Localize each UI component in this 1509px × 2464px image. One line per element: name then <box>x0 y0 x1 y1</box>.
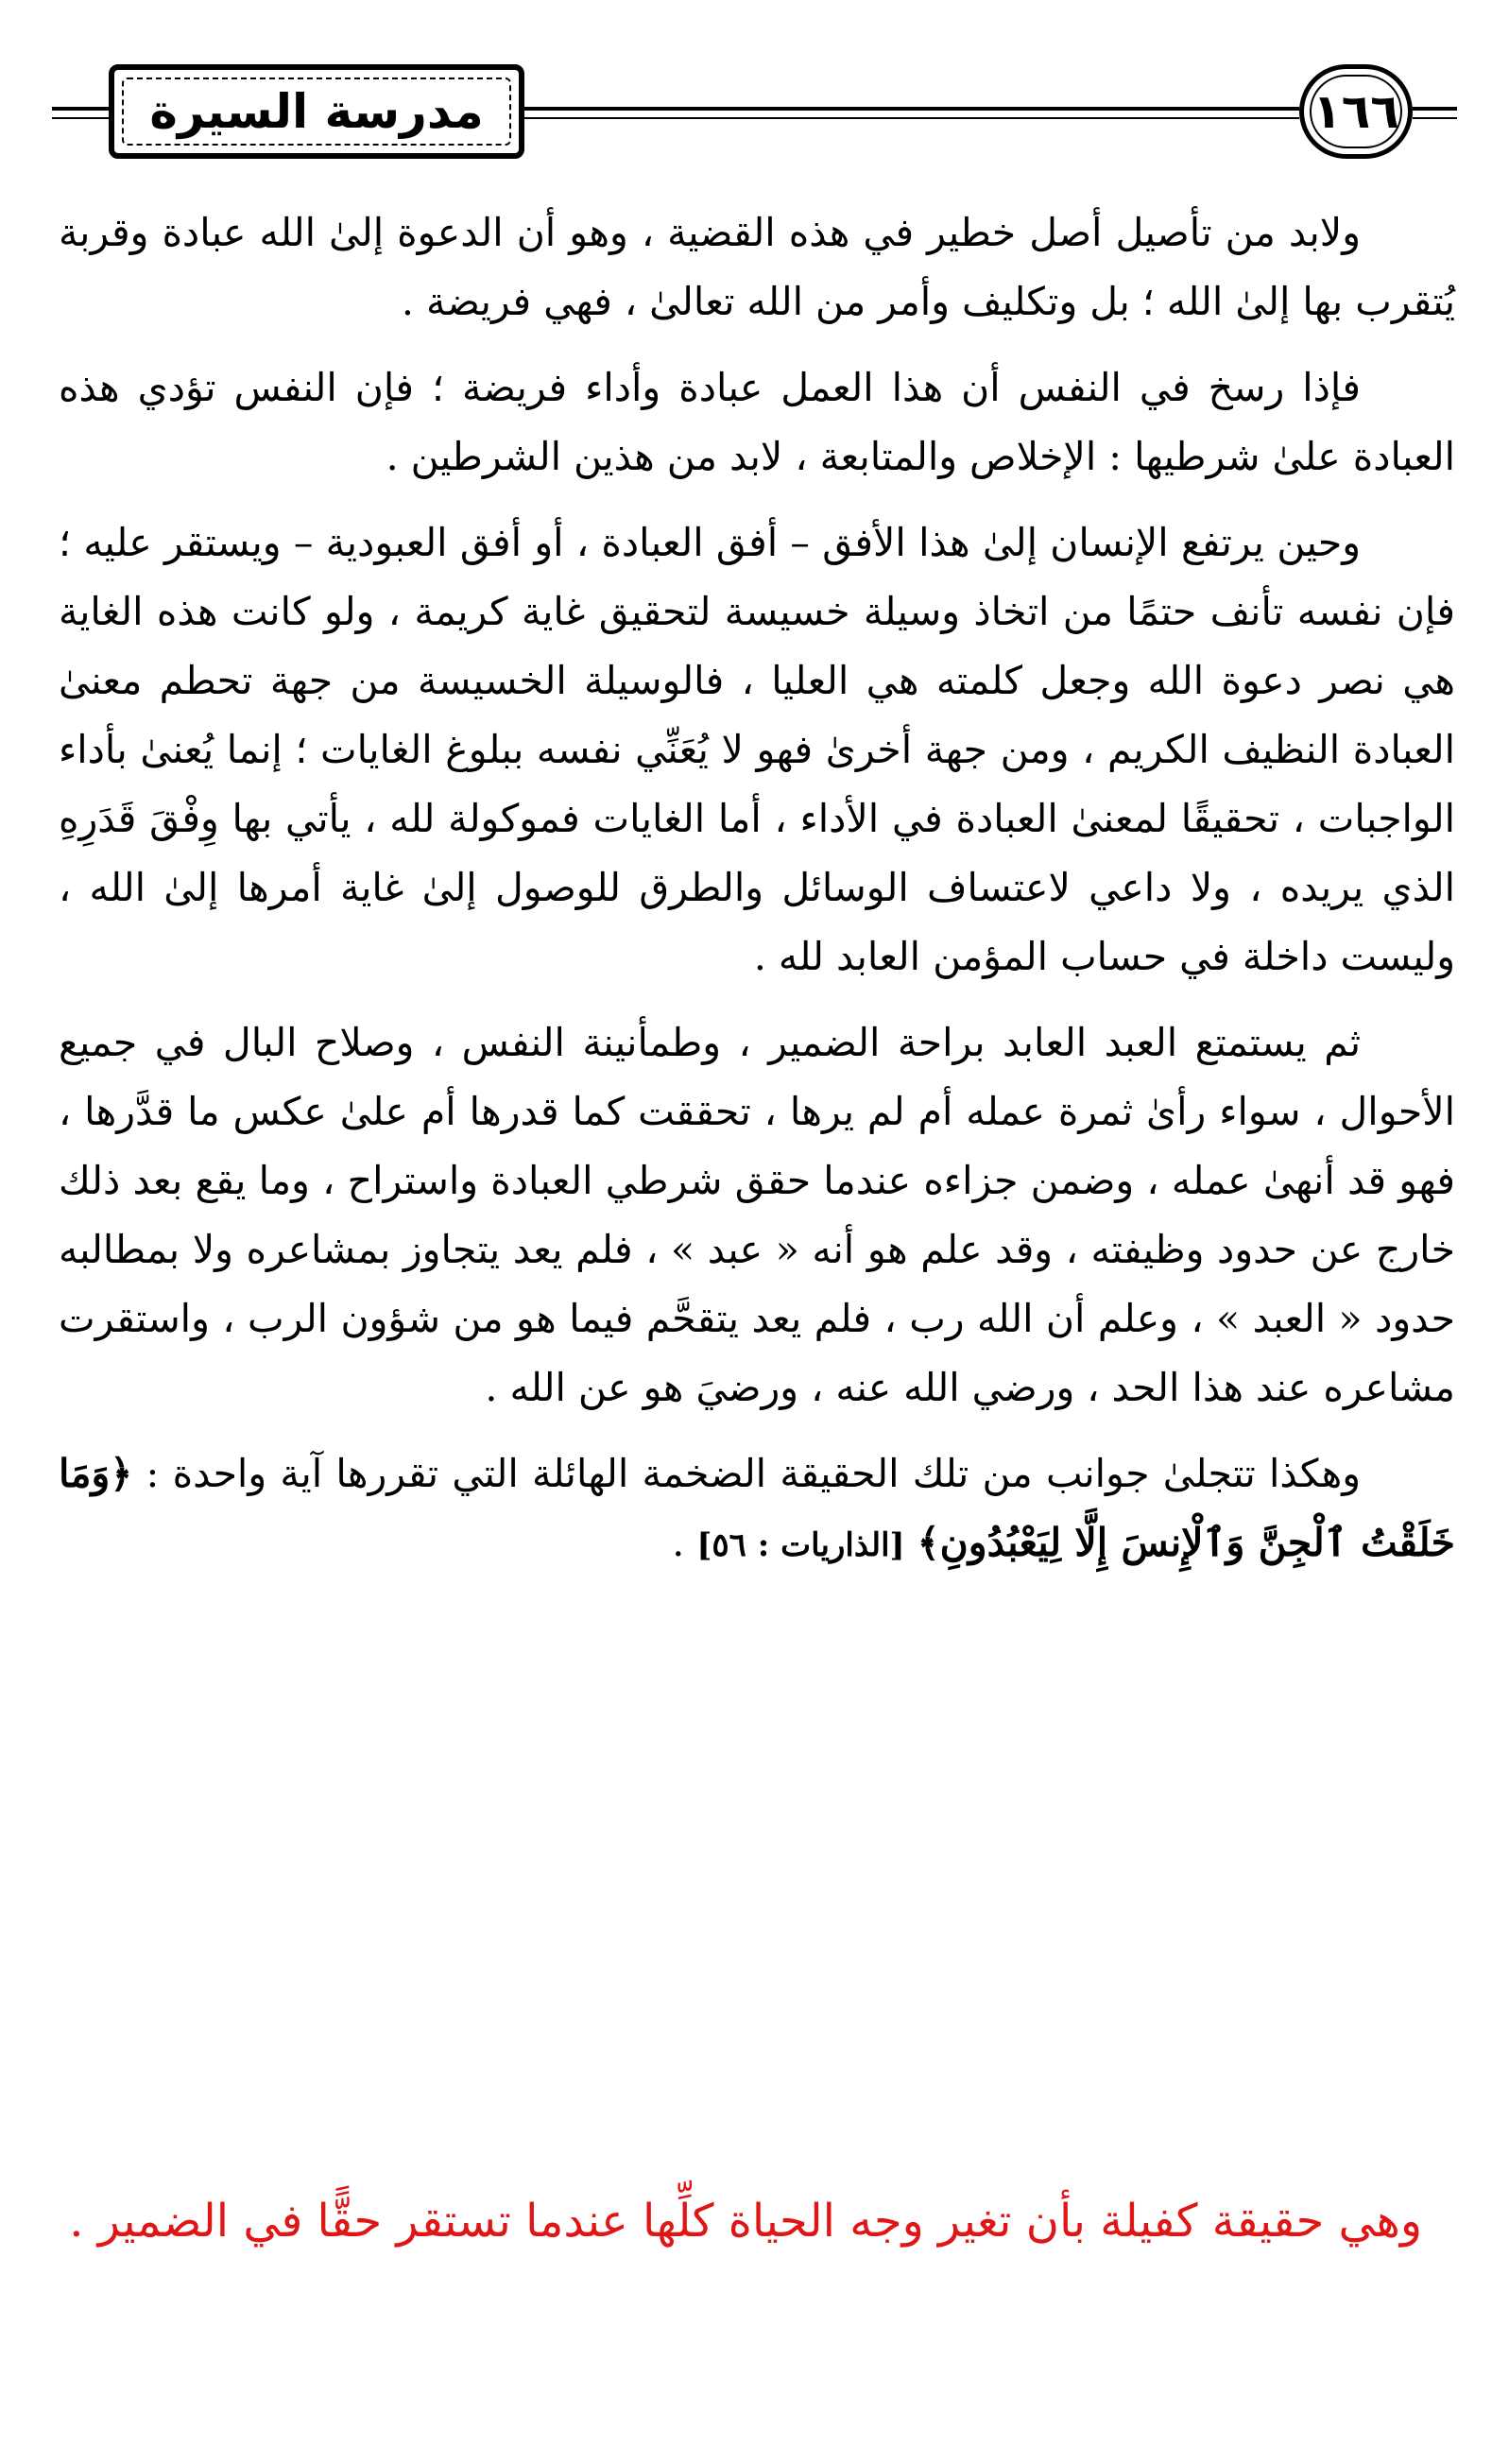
paragraph-quran-citation <box>59 1439 1455 1580</box>
book-title: مدرسة السيرة <box>149 84 484 139</box>
highlighted-conclusion: وهي حقيقة كفيلة بأن تغير وجه الحياة كلِّها عندما تستقر حقًّا في الضمير . <box>69 2195 1422 2248</box>
header-rule <box>52 107 109 111</box>
paragraph-text: وهكذا تتجلىٰ جوانب من تلك الحقيقة الضخمة الهائلة التي تقررها آية واحدة : <box>132 1451 1361 1496</box>
book-title-frame <box>109 64 524 159</box>
paragraph-text-end: . <box>672 1520 697 1565</box>
page-body <box>59 198 1455 1597</box>
header-rule <box>1413 117 1457 119</box>
header-rule <box>524 117 1299 119</box>
paragraph: فإذا رسخ في النفس أن هذا العمل عبادة وأداء فريضة ؛ فإن النفس تؤدي هذه العبادة علىٰ شرطيها : الإخلاص والمتابعة ، لابد من هذين الشرطين . <box>59 365 1455 479</box>
quran-verse: ﴿وَمَا خَلَقْتُ ٱلْجِنَّ وَٱلْإِنسَ إِلَّا لِيَعْبُدُونِ﴾ <box>59 1451 1455 1565</box>
page-header <box>0 0 1509 180</box>
verse-reference: [الذاريات : ٥٦] <box>696 1526 905 1564</box>
page-number-frame <box>1299 64 1413 159</box>
paragraph: وحين يرتفع الإنسان إلىٰ هذا الأفق – أفق العبادة ، أو أفق العبودية – ويستقر عليه ؛ فإن نفسه تأنف حتمًا من اتخاذ وسيلة خسيسة لتحقيق غاية كريمة ، ولو كانت هذه الغاية هي نصر دعوة الله وجعل كلمته هي العليا ، فالوسيلة الخسيسة من جهة تحطم معنىٰ العبادة النظيف الكريم ، ومن جهة أخرىٰ فهو لا يُعَنِّي نفسه ببلوغ الغايات ؛ إنما يُعنىٰ بأداء الواجبات ، تحقيقًا لمعنىٰ العبادة في الأداء ، أما الغايات فموكولة لله ، يأتي بها وِفْقَ قَدَرِهِ الذي يريده ، ولا داعي لاعتساف الوسائل والطرق للوصول إلىٰ غاية أمرها إلىٰ الله ، وليست داخلة في حساب المؤمن العابد لله . <box>59 520 1455 979</box>
paragraph: ثم يستمتع العبد العابد براحة الضمير ، وطمأنينة النفس ، وصلاح البال في جميع الأحوال ، سواء رأىٰ ثمرة عمله أم لم يرها ، تحققت كما قدرها أم علىٰ عكس ما قدَّرها ، فهو قد أنهىٰ عمله ، وضمن جزاءه عندما حقق شرطي العبادة واستراح ، وما يقع بعد ذلك خارج عن حدود وظيفته ، وقد علم هو أنه « عبد » ، فلم يعد يتجاوز بمشاعره ولا بمطالبه حدود « العبد » ، وعلم أن الله رب ، فلم يعد يتقحَّم فيما هو من شؤون الرب ، واستقرت مشاعره عند هذا الحد ، ورضي الله عنه ، ورضيَ هو عن الله . <box>59 1020 1455 1410</box>
page-number: ١٦٦ <box>1312 84 1399 139</box>
header-rule <box>1413 107 1457 111</box>
header-rule <box>52 117 109 119</box>
header-rule <box>524 107 1299 111</box>
paragraph: ولابد من تأصيل أصل خطير في هذه القضية ، وهو أن الدعوة إلىٰ الله عبادة وقربة يُتقرب بها إلىٰ الله ؛ بل وتكليف وأمر من الله تعالىٰ ، فهي فريضة . <box>59 210 1455 324</box>
